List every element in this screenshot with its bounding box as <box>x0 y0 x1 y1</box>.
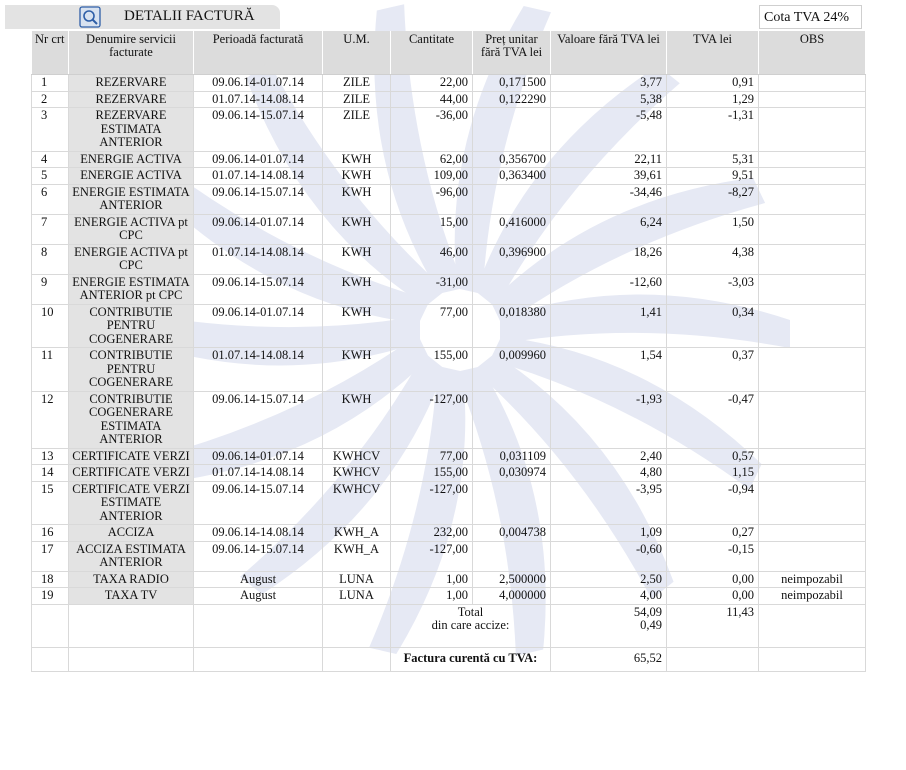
row-nr: 13 <box>32 448 69 465</box>
row-period: 09.06.14-01.07.14 <box>194 75 323 92</box>
row-period: 01.07.14-14.08.14 <box>194 168 323 185</box>
row-unit-price: 0,004738 <box>473 525 551 542</box>
row-vat: 1,15 <box>667 465 759 482</box>
row-unit: KWH <box>323 244 391 274</box>
table-row <box>32 108 866 152</box>
row-quantity: -127,00 <box>391 481 473 525</box>
row-service-name: ENERGIE ACTIVA pt CPC <box>69 244 194 274</box>
row-nr: 2 <box>32 91 69 108</box>
row-obs <box>759 304 866 348</box>
row-value: -5,48 <box>551 108 667 152</box>
row-unit-price: 0,363400 <box>473 168 551 185</box>
table-row <box>32 571 866 588</box>
row-service-name: ENERGIE ACTIVA pt CPC <box>69 214 194 244</box>
row-obs <box>759 184 866 214</box>
row-value: -1,93 <box>551 391 667 448</box>
row-nr: 18 <box>32 571 69 588</box>
row-unit-price: 0,122290 <box>473 91 551 108</box>
invoice-total-label: Factura curentă cu TVA: <box>391 647 551 671</box>
table-header-row <box>32 31 866 75</box>
row-vat: -1,31 <box>667 108 759 152</box>
row-period: 01.07.14-14.08.14 <box>194 91 323 108</box>
row-value: -34,46 <box>551 184 667 214</box>
row-period: 01.07.14-14.08.14 <box>194 348 323 392</box>
row-unit-price <box>473 184 551 214</box>
total-label: Total <box>457 604 484 619</box>
table-row <box>32 244 866 274</box>
row-obs: neimpozabil <box>759 571 866 588</box>
row-nr: 12 <box>32 391 69 448</box>
row-nr: 9 <box>32 274 69 304</box>
row-service-name: ENERGIE ACTIVA <box>69 168 194 185</box>
row-vat: 1,29 <box>667 91 759 108</box>
col-header-um: U.M. <box>323 31 391 75</box>
row-obs <box>759 75 866 92</box>
row-period: August <box>194 588 323 605</box>
row-unit: KWH <box>323 274 391 304</box>
row-nr: 15 <box>32 481 69 525</box>
row-period: 09.06.14-14.08.14 <box>194 525 323 542</box>
row-unit: KWH <box>323 304 391 348</box>
row-unit-price: 4,000000 <box>473 588 551 605</box>
row-value: 1,41 <box>551 304 667 348</box>
row-nr: 17 <box>32 541 69 571</box>
col-header-qty: Cantitate <box>391 31 473 75</box>
excise-label: din care accize: <box>431 618 510 632</box>
row-obs <box>759 214 866 244</box>
row-unit: KWH <box>323 214 391 244</box>
row-quantity: 232,00 <box>391 525 473 542</box>
table-row <box>32 541 866 571</box>
row-value: -12,60 <box>551 274 667 304</box>
row-vat: -0,15 <box>667 541 759 571</box>
row-quantity: -96,00 <box>391 184 473 214</box>
table-row <box>32 75 866 92</box>
row-service-name: TAXA RADIO <box>69 571 194 588</box>
table-row <box>32 448 866 465</box>
row-unit-price <box>473 481 551 525</box>
row-obs <box>759 391 866 448</box>
row-unit-price <box>473 274 551 304</box>
row-obs <box>759 348 866 392</box>
table-row <box>32 465 866 482</box>
row-quantity: -31,00 <box>391 274 473 304</box>
table-row <box>32 481 866 525</box>
table-row <box>32 184 866 214</box>
row-unit: KWHCV <box>323 465 391 482</box>
row-nr: 10 <box>32 304 69 348</box>
row-value: 39,61 <box>551 168 667 185</box>
row-unit-price <box>473 541 551 571</box>
table-row <box>32 304 866 348</box>
excise-value: 0,49 <box>640 618 662 632</box>
total-row <box>32 604 866 647</box>
row-nr: 14 <box>32 465 69 482</box>
row-nr: 11 <box>32 348 69 392</box>
row-nr: 5 <box>32 168 69 185</box>
row-period: 09.06.14-15.07.14 <box>194 391 323 448</box>
row-quantity: 1,00 <box>391 571 473 588</box>
row-vat: 0,91 <box>667 75 759 92</box>
row-unit-price: 2,500000 <box>473 571 551 588</box>
row-quantity: 44,00 <box>391 91 473 108</box>
row-unit: KWH <box>323 348 391 392</box>
row-vat: -0,94 <box>667 481 759 525</box>
row-obs <box>759 244 866 274</box>
invoice-total-value: 65,52 <box>551 647 667 671</box>
row-vat: -8,27 <box>667 184 759 214</box>
row-vat: 4,38 <box>667 244 759 274</box>
row-vat: 0,57 <box>667 448 759 465</box>
row-service-name: CONTRIBUTIE COGENERARE ESTIMATA ANTERIOR <box>69 391 194 448</box>
row-quantity: 77,00 <box>391 448 473 465</box>
row-quantity: -127,00 <box>391 391 473 448</box>
row-vat: 5,31 <box>667 151 759 168</box>
row-unit-price: 0,171500 <box>473 75 551 92</box>
row-value: 5,38 <box>551 91 667 108</box>
row-unit: KWHCV <box>323 481 391 525</box>
row-value: 4,00 <box>551 588 667 605</box>
row-nr: 19 <box>32 588 69 605</box>
row-obs <box>759 465 866 482</box>
row-obs: neimpozabil <box>759 588 866 605</box>
row-obs <box>759 108 866 152</box>
table-row <box>32 391 866 448</box>
table-row <box>32 168 866 185</box>
row-value: -0,60 <box>551 541 667 571</box>
row-period: 01.07.14-14.08.14 <box>194 244 323 274</box>
row-quantity: 155,00 <box>391 465 473 482</box>
table-row <box>32 525 866 542</box>
row-nr: 6 <box>32 184 69 214</box>
row-service-name: TAXA TV <box>69 588 194 605</box>
row-period: 09.06.14-01.07.14 <box>194 214 323 244</box>
row-value: 2,50 <box>551 571 667 588</box>
row-value: -3,95 <box>551 481 667 525</box>
row-vat: 9,51 <box>667 168 759 185</box>
table-row <box>32 151 866 168</box>
row-value: 1,09 <box>551 525 667 542</box>
row-quantity: 15,00 <box>391 214 473 244</box>
invoice-details-icon <box>79 6 101 28</box>
row-period: 09.06.14-01.07.14 <box>194 448 323 465</box>
row-vat: 0,34 <box>667 304 759 348</box>
row-service-name: CONTRIBUTIE PENTRU COGENERARE <box>69 348 194 392</box>
row-unit: KWH <box>323 151 391 168</box>
row-unit: ZILE <box>323 108 391 152</box>
row-period: 09.06.14-15.07.14 <box>194 108 323 152</box>
col-header-name: Denumire servicii facturate <box>69 31 194 75</box>
row-vat: 0,37 <box>667 348 759 392</box>
col-header-vat: TVA lei <box>667 31 759 75</box>
row-nr: 4 <box>32 151 69 168</box>
row-value: 3,77 <box>551 75 667 92</box>
row-value: 6,24 <box>551 214 667 244</box>
row-obs <box>759 151 866 168</box>
row-unit: ZILE <box>323 91 391 108</box>
col-header-price: Preț unitar fără TVA lei <box>473 31 551 75</box>
row-period: 09.06.14-01.07.14 <box>194 304 323 348</box>
row-service-name: ENERGIE ESTIMATA ANTERIOR <box>69 184 194 214</box>
row-nr: 3 <box>32 108 69 152</box>
row-quantity: 22,00 <box>391 75 473 92</box>
row-unit: KWH_A <box>323 541 391 571</box>
row-quantity: -127,00 <box>391 541 473 571</box>
section-tab[interactable] <box>5 5 280 29</box>
row-value: 4,80 <box>551 465 667 482</box>
row-unit: LUNA <box>323 571 391 588</box>
row-service-name: CONTRIBUTIE PENTRU COGENERARE <box>69 304 194 348</box>
row-obs <box>759 448 866 465</box>
row-period: 09.06.14-15.07.14 <box>194 541 323 571</box>
row-value: 18,26 <box>551 244 667 274</box>
row-nr: 7 <box>32 214 69 244</box>
row-nr: 16 <box>32 525 69 542</box>
total-label-cell <box>391 604 551 647</box>
row-quantity: 109,00 <box>391 168 473 185</box>
row-unit-price: 0,416000 <box>473 214 551 244</box>
table-body <box>32 75 866 605</box>
row-vat: 1,50 <box>667 214 759 244</box>
row-period: 09.06.14-15.07.14 <box>194 481 323 525</box>
row-quantity: 155,00 <box>391 348 473 392</box>
table-row <box>32 91 866 108</box>
row-service-name: REZERVARE ESTIMATA ANTERIOR <box>69 108 194 152</box>
total-value-cell <box>551 604 667 647</box>
row-obs <box>759 274 866 304</box>
row-unit: KWH <box>323 184 391 214</box>
row-unit-price: 0,356700 <box>473 151 551 168</box>
row-quantity: 46,00 <box>391 244 473 274</box>
row-service-name: ACCIZA ESTIMATA ANTERIOR <box>69 541 194 571</box>
row-unit-price: 0,396900 <box>473 244 551 274</box>
row-service-name: ENERGIE ACTIVA <box>69 151 194 168</box>
table-row <box>32 274 866 304</box>
col-header-obs: OBS <box>759 31 866 75</box>
row-period: 09.06.14-01.07.14 <box>194 151 323 168</box>
table-row <box>32 348 866 392</box>
row-service-name: REZERVARE <box>69 91 194 108</box>
row-obs <box>759 541 866 571</box>
total-value: 54,09 <box>633 604 662 619</box>
row-unit: KWHCV <box>323 448 391 465</box>
row-period: 09.06.14-15.07.14 <box>194 274 323 304</box>
row-obs <box>759 525 866 542</box>
row-nr: 1 <box>32 75 69 92</box>
row-obs <box>759 481 866 525</box>
row-unit: KWH_A <box>323 525 391 542</box>
row-vat: -3,03 <box>667 274 759 304</box>
col-header-value: Valoare fără TVA lei <box>551 31 667 75</box>
invoice-total-row <box>32 647 866 671</box>
row-quantity: 62,00 <box>391 151 473 168</box>
row-vat: 0,00 <box>667 588 759 605</box>
row-unit: KWH <box>323 391 391 448</box>
row-service-name: REZERVARE <box>69 75 194 92</box>
invoice-details-table <box>31 31 866 672</box>
row-service-name: ENERGIE ESTIMATA ANTERIOR pt CPC <box>69 274 194 304</box>
row-value: 1,54 <box>551 348 667 392</box>
row-period: 09.06.14-15.07.14 <box>194 184 323 214</box>
row-unit-price: 0,031109 <box>473 448 551 465</box>
row-unit: ZILE <box>323 75 391 92</box>
row-service-name: CERTIFICATE VERZI <box>69 465 194 482</box>
row-quantity: 1,00 <box>391 588 473 605</box>
row-value: 22,11 <box>551 151 667 168</box>
row-value: 2,40 <box>551 448 667 465</box>
row-vat: 0,00 <box>667 571 759 588</box>
table-row <box>32 588 866 605</box>
section-title: DETALII FACTURĂ <box>124 8 255 24</box>
row-vat: -0,47 <box>667 391 759 448</box>
row-service-name: ACCIZA <box>69 525 194 542</box>
row-service-name: CERTIFICATE VERZI <box>69 448 194 465</box>
col-header-period: Perioadă facturată <box>194 31 323 75</box>
row-unit-price <box>473 391 551 448</box>
row-unit-price: 0,018380 <box>473 304 551 348</box>
table-row <box>32 214 866 244</box>
row-unit-price: 0,009960 <box>473 348 551 392</box>
row-unit: KWH <box>323 168 391 185</box>
row-unit-price <box>473 108 551 152</box>
row-period: 01.07.14-14.08.14 <box>194 465 323 482</box>
row-unit-price: 0,030974 <box>473 465 551 482</box>
row-nr: 8 <box>32 244 69 274</box>
row-vat: 0,27 <box>667 525 759 542</box>
row-obs <box>759 91 866 108</box>
col-header-nr: Nr crt <box>32 31 69 75</box>
row-obs <box>759 168 866 185</box>
vat-rate-label: Cota TVA 24% <box>759 5 862 29</box>
row-service-name: CERTIFICATE VERZI ESTIMATE ANTERIOR <box>69 481 194 525</box>
row-period: August <box>194 571 323 588</box>
row-quantity: 77,00 <box>391 304 473 348</box>
row-quantity: -36,00 <box>391 108 473 152</box>
row-unit: LUNA <box>323 588 391 605</box>
total-vat: 11,43 <box>667 604 759 647</box>
